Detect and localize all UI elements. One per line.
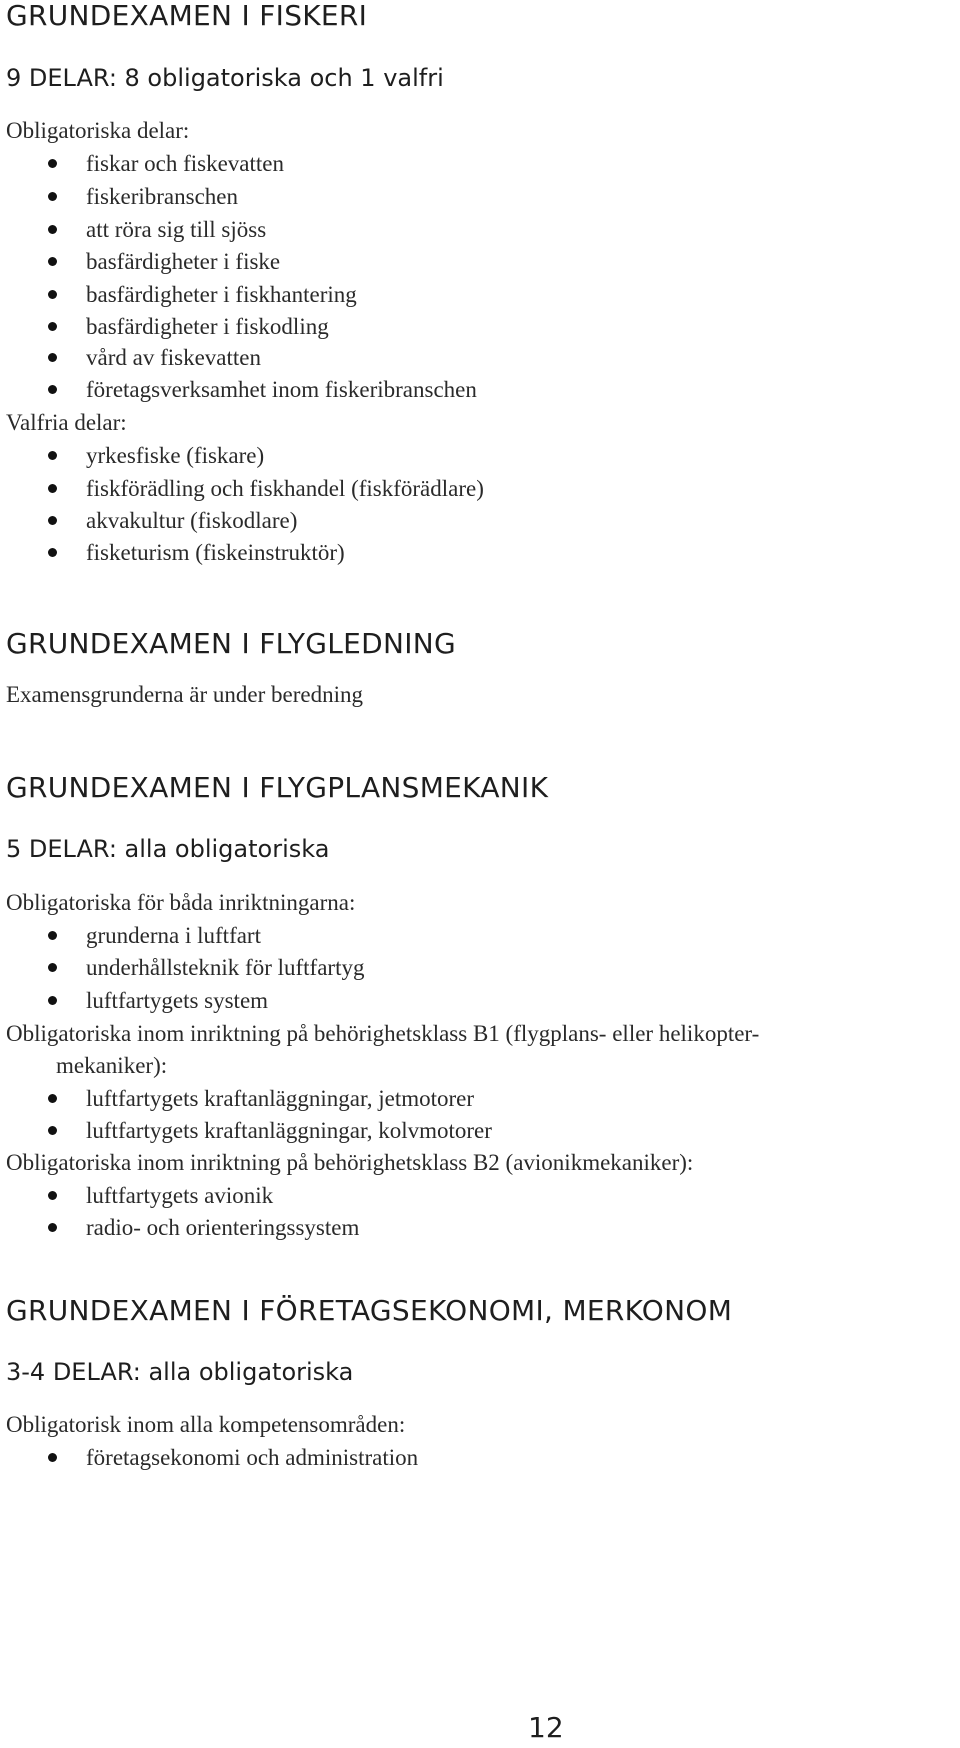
list-item: företagsverksamhet inom fiskeribranschen — [66, 378, 477, 401]
list-item: basfärdigheter i fiske — [66, 250, 280, 273]
list-item: luftfartygets kraftanläggningar, jetmotorer — [66, 1087, 474, 1110]
optional-label-fiskeri: Valfria delar: — [6, 410, 127, 435]
list-item: luftfartygets avionik — [66, 1184, 273, 1207]
section-title-fiskeri: GRUNDEXAMEN I FISKERI — [6, 0, 368, 32]
section-title-flygledning: GRUNDEXAMEN I FLYGLEDNING — [6, 627, 457, 660]
b1-label-continuation: mekaniker): — [56, 1053, 168, 1078]
list-item: fisketurism (fiskeinstruktör) — [66, 541, 345, 564]
list-item: fiskförädling och fiskhandel (fiskförädlare) — [66, 477, 484, 500]
list-item: vård av fiskevatten — [66, 346, 261, 369]
list-item: företagsekonomi och administration — [66, 1446, 418, 1469]
parts-count-flygplansmekanik: 5 DELAR: alla obligatoriska — [6, 835, 330, 863]
list-item: luftfartygets system — [66, 989, 268, 1012]
list-item: att röra sig till sjöss — [66, 218, 266, 241]
parts-count-fiskeri: 9 DELAR: 8 obligatoriska och 1 valfri — [6, 64, 444, 92]
list-item: basfärdigheter i fiskhantering — [66, 283, 357, 306]
section-title-foretagsekonomi: GRUNDEXAMEN I FÖRETAGSEKONOMI, MERKONOM — [6, 1294, 733, 1327]
label-foretagsekonomi: Obligatorisk inom alla kompetensområden: — [6, 1412, 406, 1437]
list-item: radio- och orienteringssystem — [66, 1216, 359, 1239]
list-item: yrkesfiske (fiskare) — [66, 444, 264, 467]
list-item: fiskar och fiskevatten — [66, 152, 284, 175]
both-label: Obligatoriska för båda inriktningarna: — [6, 890, 356, 915]
list-item: underhållsteknik för luftfartyg — [66, 956, 364, 979]
note-flygledning: Examensgrunderna är under beredning — [6, 682, 363, 707]
section-title-flygplansmekanik: GRUNDEXAMEN I FLYGPLANSMEKANIK — [6, 771, 549, 804]
list-item: grunderna i luftfart — [66, 924, 261, 947]
list-item: basfärdigheter i fiskodling — [66, 315, 329, 338]
page-number: 12 — [528, 1711, 564, 1744]
parts-count-foretagsekonomi: 3-4 DELAR: alla obligatoriska — [6, 1358, 354, 1386]
b1-label: Obligatoriska inom inriktning på behörighetsklass B1 (flygplans- eller helikopter- — [6, 1021, 760, 1046]
b2-label: Obligatoriska inom inriktning på behörighetsklass B2 (avionikmekaniker): — [6, 1150, 694, 1175]
mandatory-label-fiskeri: Obligatoriska delar: — [6, 118, 190, 143]
list-item: luftfartygets kraftanläggningar, kolvmotorer — [66, 1119, 492, 1142]
list-item: fiskeribranschen — [66, 185, 238, 208]
list-item: akvakultur (fiskodlare) — [66, 509, 297, 532]
